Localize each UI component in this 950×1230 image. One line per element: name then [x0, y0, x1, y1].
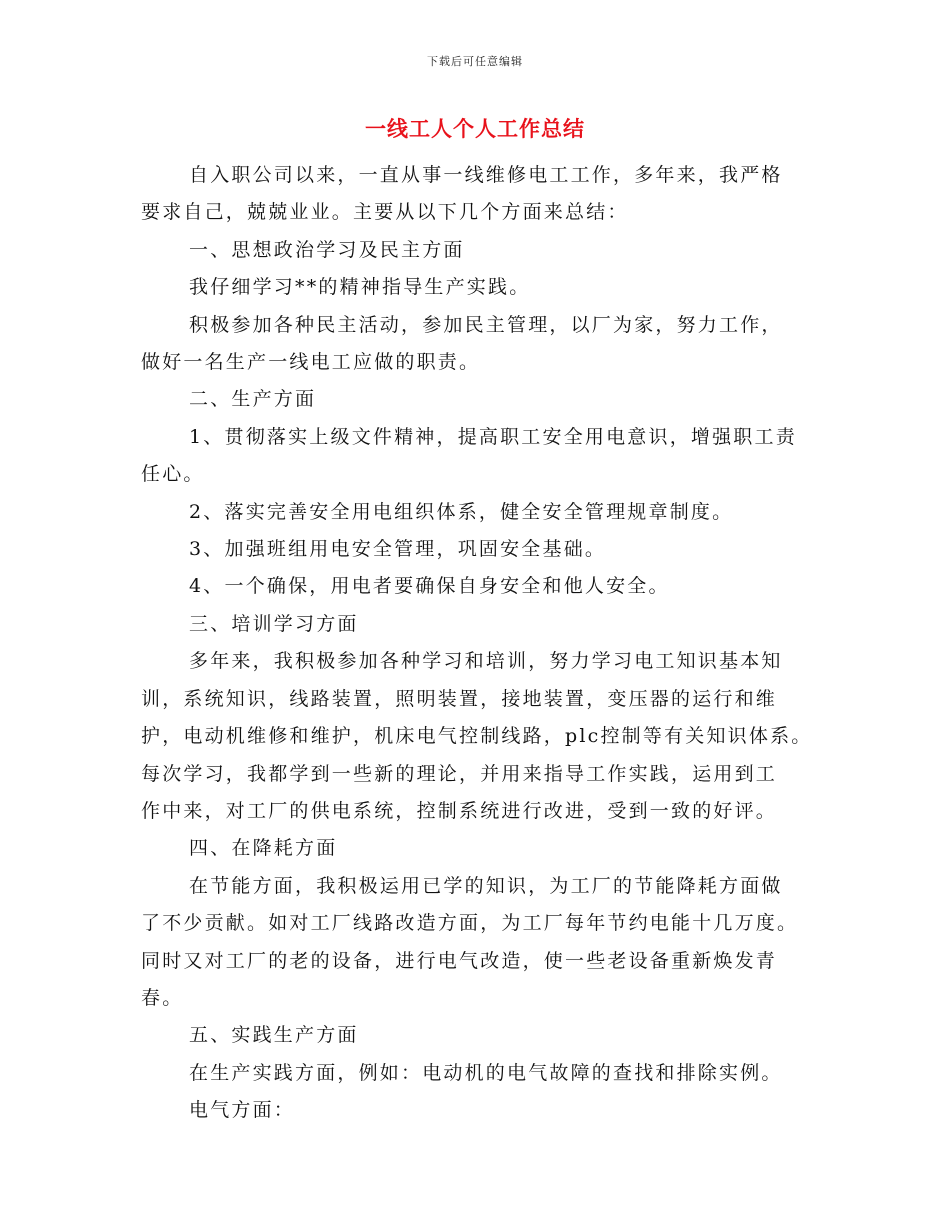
body-line: 电气方面： — [189, 1099, 296, 1122]
document-body — [141, 157, 831, 1130]
body-line: 要求自己，兢兢业业。主要从以下几个方面来总结： — [141, 201, 629, 224]
body-line: 4、一个确保，用电者要确保自身安全和他人安全。 — [189, 575, 670, 598]
body-line: 1、贯彻落实上级文件精神，提高职工安全用电意识，增强职工责 — [189, 425, 797, 448]
body-line: 在节能方面，我积极运用已学的知识，为工厂的节能降耗方面做 — [189, 874, 783, 897]
body-line: 同时又对工厂的老的设备，进行电气改造，使一些老设备重新焕发青 — [141, 949, 778, 972]
body-line: 积极参加各种民主活动，参加民主管理，以厂为家，努力工作， — [189, 313, 783, 336]
body-line: 自入职公司以来，一直从事一线维修电工工作，多年来，我严格 — [189, 164, 783, 186]
body-line: 每次学习，我都学到一些新的理论，并用来指导工作实践，运用到工 — [141, 762, 778, 785]
body-line: 二、生产方面 — [189, 388, 317, 411]
body-line: 四、在降耗方面 — [189, 837, 338, 860]
body-line: 三、培训学习方面 — [189, 612, 359, 635]
body-line: 作中来，对工厂的供电系统，控制系统进行改进，受到一致的好评。 — [141, 799, 778, 822]
body-line: 护，电动机维修和维护，机床电气控制线路，plc控制等有关知识体系。 — [141, 725, 813, 748]
document-title: 一线工人个人工作总结 — [365, 116, 585, 141]
body-line: 春。 — [141, 986, 184, 1009]
body-line: 多年来，我积极参加各种学习和培训，努力学习电工知识基本知 — [189, 650, 783, 673]
body-line: 3、加强班组用电安全管理，巩固安全基础。 — [189, 538, 607, 561]
body-line: 在生产实践方面，例如：电动机的电气故障的查找和排除实例。 — [189, 1061, 783, 1084]
body-line: 2、落实完善安全用电组织体系，健全安全管理规章制度。 — [189, 500, 734, 523]
header-note: 下载后可任意编辑 — [427, 55, 523, 68]
body-line: 任心。 — [141, 463, 205, 486]
body-line: 五、实践生产方面 — [189, 1024, 359, 1047]
body-line: 训，系统知识，线路装置，照明装置，接地装置，变压器的运行和维 — [141, 687, 778, 710]
body-line: 一、思想政治学习及民主方面 — [189, 238, 465, 261]
body-line: 我仔细学习**的精神指导生产实践。 — [189, 276, 531, 299]
body-line: 了不少贡献。如对工厂线路改造方面，为工厂每年节约电能十几万度。 — [141, 912, 799, 935]
body-line: 做好一名生产一线电工应做的职责。 — [141, 351, 481, 374]
